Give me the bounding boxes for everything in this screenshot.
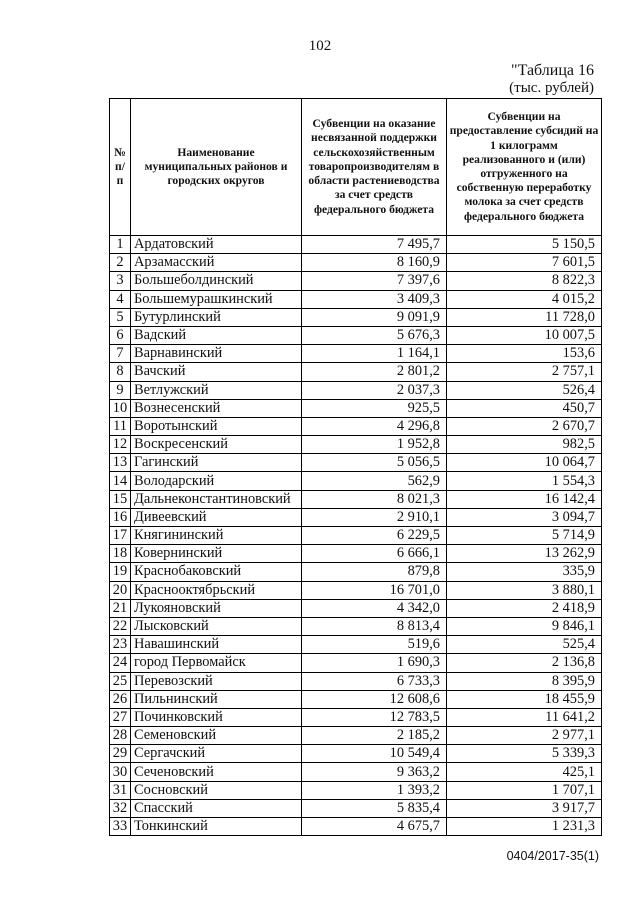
milk-subsidy-value: 10 007,5 [447, 326, 602, 344]
municipality-name: Сергачский [131, 745, 302, 763]
milk-subsidy-value: 2 977,1 [447, 727, 602, 745]
crop-subsidy-value: 8 021,3 [302, 490, 447, 508]
table-row [110, 690, 602, 708]
table-row [110, 708, 602, 726]
table-row [110, 272, 602, 290]
crop-subsidy-value: 7 397,6 [302, 272, 447, 290]
table-row [110, 254, 602, 272]
municipality-name: Большеболдинский [131, 272, 302, 290]
row-number: 7 [110, 345, 131, 363]
crop-subsidy-value: 2 910,1 [302, 508, 447, 526]
crop-subsidy-value: 562,9 [302, 472, 447, 490]
milk-subsidy-value: 9 846,1 [447, 617, 602, 635]
municipality-name: Дальнеконстантиновский [131, 490, 302, 508]
row-number: 21 [110, 599, 131, 617]
table-row [110, 781, 602, 799]
crop-subsidy-value: 12 783,5 [302, 708, 447, 726]
row-number: 2 [110, 254, 131, 272]
table-row [110, 399, 602, 417]
municipality-name: Варнавинский [131, 345, 302, 363]
table-row [110, 672, 602, 690]
municipality-name: Ветлужский [131, 381, 302, 399]
crop-subsidy-value: 6 229,5 [302, 527, 447, 545]
row-number: 10 [110, 399, 131, 417]
table-row [110, 472, 602, 490]
crop-subsidy-value: 8 160,9 [302, 254, 447, 272]
row-number: 32 [110, 799, 131, 817]
table-row [110, 326, 602, 344]
header-municipality: Наименование муниципальных районов и городских округов [131, 99, 302, 236]
row-number: 3 [110, 272, 131, 290]
table-row [110, 381, 602, 399]
row-number: 5 [110, 308, 131, 326]
row-number: 31 [110, 781, 131, 799]
milk-subsidy-value: 3 880,1 [447, 581, 602, 599]
table-row [110, 654, 602, 672]
crop-subsidy-value: 6 666,1 [302, 545, 447, 563]
milk-subsidy-value: 18 455,9 [447, 690, 602, 708]
table-row [110, 763, 602, 781]
milk-subsidy-value: 2 136,8 [447, 654, 602, 672]
municipality-name: Гагинский [131, 454, 302, 472]
row-number: 22 [110, 617, 131, 635]
row-number: 20 [110, 581, 131, 599]
municipality-name: Починковский [131, 708, 302, 726]
milk-subsidy-value: 335,9 [447, 563, 602, 581]
municipality-name: Дивеевский [131, 508, 302, 526]
table-unit: (тыс. рублей) [509, 80, 594, 96]
row-number: 13 [110, 454, 131, 472]
municipality-name: город Первомайск [131, 654, 302, 672]
municipality-name: Вадский [131, 326, 302, 344]
table-header-row [110, 99, 602, 236]
header-number: № п/п [110, 99, 131, 236]
crop-subsidy-value: 9 091,9 [302, 308, 447, 326]
row-number: 1 [110, 236, 131, 254]
municipality-name: Лукояновский [131, 599, 302, 617]
milk-subsidy-value: 5 714,9 [447, 527, 602, 545]
table-row [110, 545, 602, 563]
row-number: 19 [110, 563, 131, 581]
table-row [110, 745, 602, 763]
crop-subsidy-value: 5 835,4 [302, 799, 447, 817]
table-row [110, 236, 602, 254]
crop-subsidy-value: 5 056,5 [302, 454, 447, 472]
municipality-name: Ардатовский [131, 236, 302, 254]
milk-subsidy-value: 2 670,7 [447, 417, 602, 435]
table-row [110, 454, 602, 472]
header-crop-subsidy: Субвенции на оказание несвязанной поддержки сельскохозяйственным товаропроизводителям в области растениеводства за счет средств федерального бюджета [302, 99, 447, 236]
municipality-name: Сосновский [131, 781, 302, 799]
municipality-name: Лысковский [131, 617, 302, 635]
row-number: 23 [110, 636, 131, 654]
milk-subsidy-value: 450,7 [447, 399, 602, 417]
milk-subsidy-value: 10 064,7 [447, 454, 602, 472]
milk-subsidy-value: 5 150,5 [447, 236, 602, 254]
table-row [110, 581, 602, 599]
municipality-name: Краснооктябрьский [131, 581, 302, 599]
table-row [110, 563, 602, 581]
municipality-name: Краснобаковский [131, 563, 302, 581]
page-number: 102 [308, 38, 332, 54]
milk-subsidy-value: 425,1 [447, 763, 602, 781]
crop-subsidy-value: 925,5 [302, 399, 447, 417]
milk-subsidy-value: 11 728,0 [447, 308, 602, 326]
crop-subsidy-value: 4 342,0 [302, 599, 447, 617]
crop-subsidy-value: 2 185,2 [302, 727, 447, 745]
milk-subsidy-value: 13 262,9 [447, 545, 602, 563]
row-number: 28 [110, 727, 131, 745]
milk-subsidy-value: 3 094,7 [447, 508, 602, 526]
row-number: 33 [110, 818, 131, 836]
milk-subsidy-value: 1 231,3 [447, 818, 602, 836]
milk-subsidy-value: 1 554,3 [447, 472, 602, 490]
milk-subsidy-value: 1 707,1 [447, 781, 602, 799]
municipality-name: Воскресенский [131, 436, 302, 454]
municipality-name: Перевозский [131, 672, 302, 690]
row-number: 16 [110, 508, 131, 526]
table-row [110, 727, 602, 745]
milk-subsidy-value: 5 339,3 [447, 745, 602, 763]
milk-subsidy-value: 153,6 [447, 345, 602, 363]
row-number: 15 [110, 490, 131, 508]
milk-subsidy-value: 4 015,2 [447, 290, 602, 308]
row-number: 9 [110, 381, 131, 399]
milk-subsidy-value: 525,4 [447, 636, 602, 654]
crop-subsidy-value: 879,8 [302, 563, 447, 581]
table-row [110, 818, 602, 836]
crop-subsidy-value: 10 549,4 [302, 745, 447, 763]
milk-subsidy-value: 11 641,2 [447, 708, 602, 726]
crop-subsidy-value: 1 952,8 [302, 436, 447, 454]
row-number: 24 [110, 654, 131, 672]
milk-subsidy-value: 16 142,4 [447, 490, 602, 508]
milk-subsidy-value: 8 395,9 [447, 672, 602, 690]
crop-subsidy-value: 4 296,8 [302, 417, 447, 435]
row-number: 4 [110, 290, 131, 308]
table-row [110, 417, 602, 435]
milk-subsidy-value: 3 917,7 [447, 799, 602, 817]
table-title: "Таблица 16 [511, 62, 594, 79]
crop-subsidy-value: 2 801,2 [302, 363, 447, 381]
municipality-name: Большемурашкинский [131, 290, 302, 308]
row-number: 8 [110, 363, 131, 381]
municipality-name: Вознесенский [131, 399, 302, 417]
crop-subsidy-value: 7 495,7 [302, 236, 447, 254]
row-number: 25 [110, 672, 131, 690]
milk-subsidy-value: 2 757,1 [447, 363, 602, 381]
milk-subsidy-value: 2 418,9 [447, 599, 602, 617]
table-body [110, 236, 602, 836]
document-code: 0404/2017-35(1) [506, 849, 599, 863]
municipality-name: Сеченовский [131, 763, 302, 781]
crop-subsidy-value: 1 393,2 [302, 781, 447, 799]
table-row [110, 599, 602, 617]
crop-subsidy-value: 16 701,0 [302, 581, 447, 599]
municipality-name: Тонкинский [131, 818, 302, 836]
table-row [110, 490, 602, 508]
municipality-name: Навашинский [131, 636, 302, 654]
row-number: 29 [110, 745, 131, 763]
municipality-name: Спасский [131, 799, 302, 817]
municipality-name: Бутурлинский [131, 308, 302, 326]
municipality-name: Воротынский [131, 417, 302, 435]
crop-subsidy-value: 1 164,1 [302, 345, 447, 363]
crop-subsidy-value: 3 409,3 [302, 290, 447, 308]
milk-subsidy-value: 526,4 [447, 381, 602, 399]
table-row [110, 799, 602, 817]
crop-subsidy-value: 12 608,6 [302, 690, 447, 708]
table-row [110, 345, 602, 363]
table-row [110, 363, 602, 381]
crop-subsidy-value: 2 037,3 [302, 381, 447, 399]
table-row [110, 527, 602, 545]
crop-subsidy-value: 4 675,7 [302, 818, 447, 836]
milk-subsidy-value: 982,5 [447, 436, 602, 454]
crop-subsidy-value: 519,6 [302, 636, 447, 654]
municipality-name: Ковернинский [131, 545, 302, 563]
municipality-name: Арзамасский [131, 254, 302, 272]
row-number: 26 [110, 690, 131, 708]
header-milk-subsidy: Субвенции на предоставление субсидий на 1 килограмм реализованного и (или) отгруженного на собственную переработку молока за счет средств федерального бюджета [447, 99, 602, 236]
row-number: 17 [110, 527, 131, 545]
crop-subsidy-value: 9 363,2 [302, 763, 447, 781]
crop-subsidy-value: 6 733,3 [302, 672, 447, 690]
municipality-name: Вачский [131, 363, 302, 381]
municipality-name: Семеновский [131, 727, 302, 745]
table-row [110, 436, 602, 454]
milk-subsidy-value: 8 822,3 [447, 272, 602, 290]
table-row [110, 508, 602, 526]
row-number: 30 [110, 763, 131, 781]
table-row [110, 308, 602, 326]
subsidy-table [109, 98, 602, 836]
milk-subsidy-value: 7 601,5 [447, 254, 602, 272]
table-row [110, 636, 602, 654]
row-number: 12 [110, 436, 131, 454]
table-row [110, 290, 602, 308]
municipality-name: Княгининский [131, 527, 302, 545]
crop-subsidy-value: 8 813,4 [302, 617, 447, 635]
row-number: 18 [110, 545, 131, 563]
row-number: 6 [110, 326, 131, 344]
table-row [110, 617, 602, 635]
municipality-name: Володарский [131, 472, 302, 490]
crop-subsidy-value: 1 690,3 [302, 654, 447, 672]
row-number: 11 [110, 417, 131, 435]
municipality-name: Пильнинский [131, 690, 302, 708]
row-number: 27 [110, 708, 131, 726]
row-number: 14 [110, 472, 131, 490]
crop-subsidy-value: 5 676,3 [302, 326, 447, 344]
